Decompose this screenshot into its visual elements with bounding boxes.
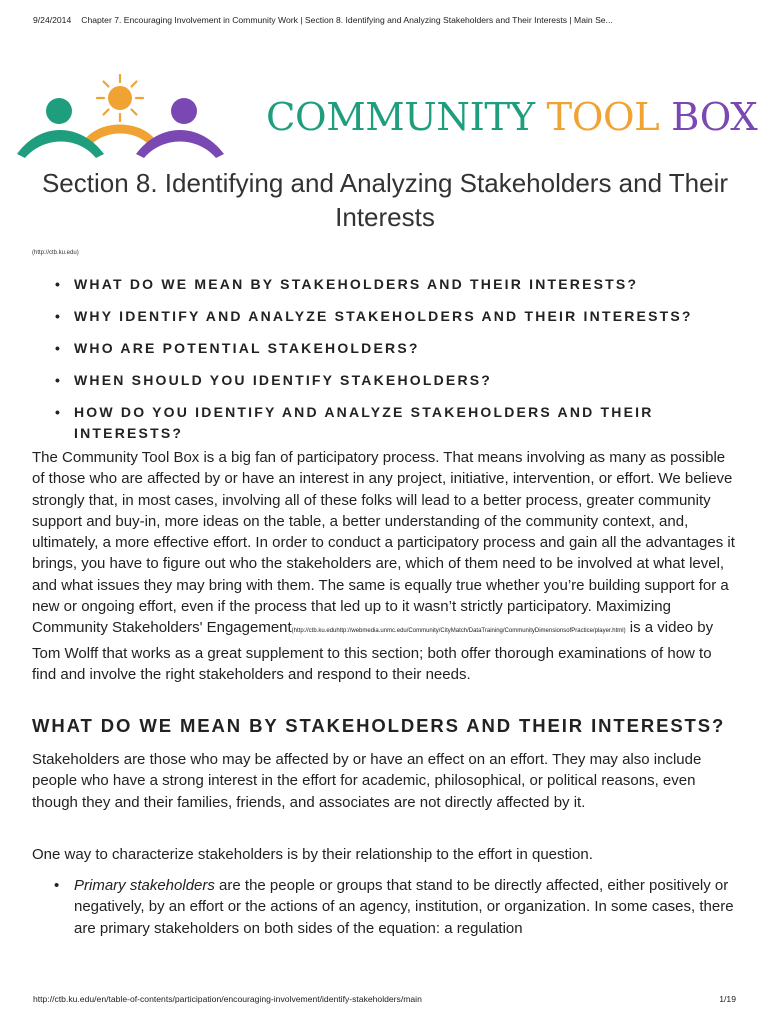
video-link[interactable]: (http://ctb.ku.eduhttp://webmedia.unmc.edu/Community/CityMatch/DataTraining/CommunityDimensionsofPractice/player.html): [291, 628, 626, 635]
brand-wordmark[interactable]: [266, 95, 757, 140]
brand-word-community: COMMUNITY: [266, 95, 535, 140]
intro-text-continued: is a video by Tom Wolff that works as a great supplement to this section; both offer thorough examinations of how to find and involve the right stakeholders and respond to their needs.: [32, 619, 714, 683]
sun-icon: [97, 75, 143, 121]
orange-figure-arms: [86, 125, 154, 145]
bullet-icon: •: [55, 276, 60, 292]
list-item: [32, 875, 738, 939]
page-title: Section 8. Identifying and Analyzing Stakeholders and Their Interests: [41, 168, 729, 232]
toc-item[interactable]: [32, 274, 738, 295]
characterize-paragraph: One way to characterize stakeholders is by their relationship to the effort in question.: [32, 846, 593, 863]
table-of-contents: [32, 274, 738, 455]
primary-stakeholders-term: Primary stakeholders: [74, 877, 215, 894]
bullet-icon: •: [55, 404, 60, 420]
section-heading: WHAT DO WE MEAN BY STAKEHOLDERS AND THEIR INTERESTS?: [32, 715, 726, 736]
toc-item[interactable]: [32, 370, 738, 391]
bullet-icon: •: [55, 308, 60, 324]
toc-item[interactable]: [32, 338, 738, 359]
community-tool-box-logo: [14, 74, 226, 160]
bullet-icon: •: [54, 877, 60, 894]
stakeholder-types-list: [32, 875, 738, 939]
toc-item[interactable]: [32, 306, 738, 327]
print-header: [33, 15, 743, 25]
toc-item-label: WHAT DO WE MEAN BY STAKEHOLDERS AND THEIR INTERESTS?: [74, 276, 639, 292]
green-figure-head: [46, 98, 72, 124]
primary-stakeholders-text: are the people or groups that stand to be directly affected, either positively or negatively, by an effort or the actions of an agency, institution, or organization. In some cases, there are primary stakeholders on both sides of the equation: a regulation: [74, 877, 734, 937]
page-number: 1/19: [719, 994, 736, 1004]
print-footer: [33, 994, 736, 1004]
toc-item-label: WHO ARE POTENTIAL STAKEHOLDERS?: [74, 340, 420, 356]
brand-word-tool: TOOL: [546, 95, 660, 140]
page-url: http://ctb.ku.edu/en/table-of-contents/participation/encouraging-involvement/identify-stakeholders/main: [33, 994, 422, 1004]
print-page-title: Chapter 7. Encouraging Involvement in Community Work | Section 8. Identifying and Analyzing Stakeholders and Their Interests | Main Se...: [81, 15, 613, 25]
print-date: 9/24/2014: [33, 15, 72, 25]
toc-item-label: WHEN SHOULD YOU IDENTIFY STAKEHOLDERS?: [74, 372, 493, 388]
toc-item-label: HOW DO YOU IDENTIFY AND ANALYZE STAKEHOLDERS AND THEIR INTERESTS?: [74, 404, 654, 441]
bullet-icon: •: [55, 340, 60, 356]
brand-word-box: BOX: [671, 95, 758, 140]
source-link[interactable]: (http://ctb.ku.edu): [32, 250, 79, 256]
purple-figure-head: [171, 98, 197, 124]
toc-item[interactable]: [32, 402, 738, 444]
bullet-icon: •: [55, 372, 60, 388]
intro-paragraph: [32, 447, 738, 685]
stakeholders-definition-paragraph: Stakeholders are those who may be affected by or have an effect on an effort. They may also include people who have a strong interest in the effort for academic, philosophical, or political reasons, even though they and their families, friends, and associates are not directly affected by it.: [32, 751, 702, 811]
toc-item-label: WHY IDENTIFY AND ANALYZE STAKEHOLDERS AND THEIR INTERESTS?: [74, 308, 693, 324]
intro-text: The Community Tool Box is a big fan of participatory process. That means involving as many as possible of those who are affected by or have an interest in any project, initiative, intervention, or effort. We believe strongly that, in most cases, involving all of these folks will lead to a better process, greater community support and buy-in, more ideas on the table, a better understanding of the community context, and, ultimately, a more effective effort. In order to conduct a participatory process and gain all the advantages it brings, you have to figure out who the stakeholders are, which of them need to be involved at what level, and what issues they may bring with them. The same is equally true whether you’re building support for a new or ongoing effort, even if the process that led up to it wasn’t strictly participatory. Maximizing Community Stakeholders' Engagement: [32, 449, 735, 637]
